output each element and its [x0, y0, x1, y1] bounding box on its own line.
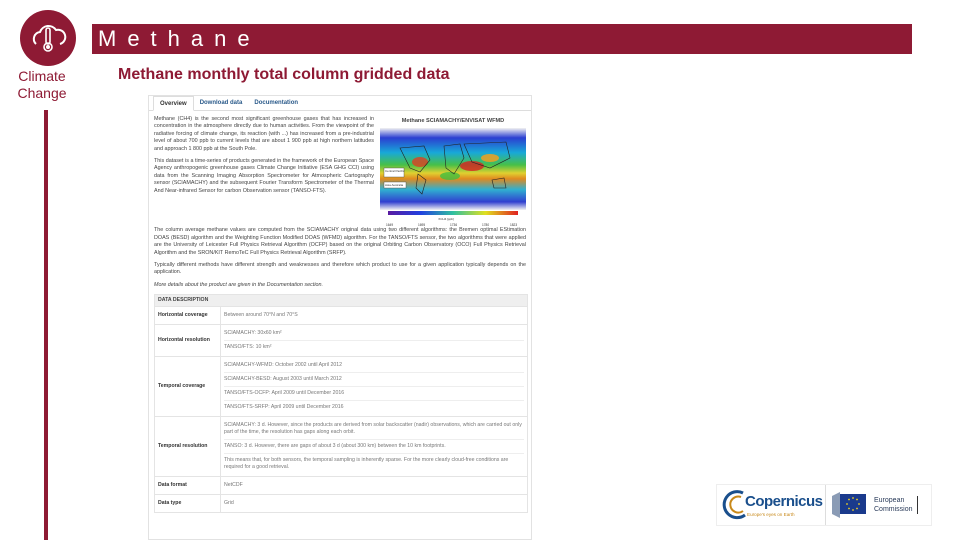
row-value: TANSO/FTS-OCFP: April 2009 until December 2016 [224, 387, 524, 401]
row-label: Data type [155, 495, 221, 513]
climate-change-logo [20, 10, 76, 66]
row-value: Grid [224, 500, 234, 507]
table-header: DATA DESCRIPTION [155, 295, 528, 307]
figure-legend-2: Asia Australia [385, 183, 404, 188]
slide-subtitle: Methane monthly total column gridded data [118, 66, 450, 83]
row-value: TANSO/FTS: 10 km² [224, 344, 272, 351]
row-label: Temporal resolution [155, 417, 221, 477]
row-value: TANSO/FTS-SRFP: April 2009 until December 2016 [224, 404, 344, 411]
row-value: SCIAMACHY-BESD: August 2003 until March 2012 [224, 373, 524, 387]
row-value: SCIAMACHY: 3 d. However, since the products are derived from solar backscatter (nadir) observations, which are carried out only part of the time, the resolution has gaps along each orbit. [224, 419, 524, 440]
table-row [155, 417, 528, 477]
dataset-webpage-screenshot [148, 95, 532, 540]
intro-paragraph-1: Methane (CH4) is the second most significant greenhouse gases that has increased in concentration in the atmosphere directly due to human activities. From the viewpoint of the radiative forcing of climate change, its reaction (with ...) has increased from a pre-industrial level of about 700 ppb to current levels that are about 1 900 ppb at high northern latitudes and approach 1 800 ppb at the South Pole. [154, 116, 374, 152]
left-accent-bar [44, 110, 48, 540]
eu-flag-icon [832, 492, 868, 518]
row-value: Between around 70°N and 70°S [224, 312, 298, 319]
table-row [155, 357, 528, 417]
tab-documentation[interactable]: Documentation [254, 100, 299, 106]
figure-title: Methane SCIAMACHY/ENVISAT WFMD [401, 118, 505, 124]
documentation-link-paragraph[interactable]: More details about the product are given in the Documentation section. [154, 281, 324, 288]
table-row [155, 307, 528, 325]
colorbar-tick: 1695 [418, 223, 426, 228]
table-row [155, 325, 528, 357]
copernicus-tagline: Europe's eyes on Earth [747, 512, 795, 517]
copernicus-wordmark: Copernicus [745, 493, 823, 510]
figure-units: XCH4 [ppb] [438, 217, 454, 222]
row-label: Horizontal coverage [155, 307, 221, 325]
figure-colorbar [380, 211, 526, 227]
colorbar-tick: 1780 [482, 223, 490, 228]
world-methane-map [380, 128, 526, 210]
data-description-table [154, 294, 528, 513]
brand-label-line1: Climate [18, 68, 66, 84]
methane-map-figure [380, 116, 526, 227]
row-value: TANSO: 3 d. However, there are gaps of about 3 d (about 300 km) between the 10 km footprints. [224, 440, 524, 454]
methods-paragraph: Typically different methods have different strength and weaknesses and therefore which product to use for a given application typically depends on the application. [154, 262, 526, 276]
row-value: This means that, for both sensors, the temporal sampling is inherently sparse. For the more clearly cloud-free conditions are required for a good retrieval. [224, 457, 509, 471]
table-row [155, 495, 528, 513]
row-label: Temporal coverage [155, 357, 221, 417]
row-label: Data format [155, 477, 221, 495]
tab-download-data[interactable]: Download data [199, 100, 243, 106]
row-value: SCIAMACHY-WFMD: October 2002 until April 2012 [224, 359, 524, 373]
colorbar-tick: 1823 [510, 223, 518, 228]
european-commission-logo [825, 485, 918, 525]
ec-label-line2: Commission [874, 506, 913, 513]
thermometer-cloud-icon [28, 18, 68, 58]
row-label: Horizontal resolution [155, 325, 221, 357]
table-row [155, 477, 528, 495]
tab-overview[interactable]: Overview [153, 96, 194, 111]
row-value: SCIAMACHY: 30x60 km² [224, 327, 524, 341]
ec-label-line1: European [874, 497, 905, 504]
algorithms-paragraph: The column average methane values are computed from the SCIAMACHY original data using two different algorithms: the Bremen optimal EStimation DOAS (BESD) algorithm and the Weighting Function Modified DOAS (WFMD) algorithm. For the TANSO/FTS sensor, the two algorithms that were applied are the University of Leicester Full Physics Retrieval Algorithm (OCFP) based on the original Orbiting Carbon Observatory (OCO) Full Physics Retrieval Algorithm and the SRON/KIT RemoTeC Full Physics Retrieval Algorithm (SRFP). [154, 227, 526, 256]
brand-label-line2: Change [17, 85, 67, 101]
page-title: Methane [92, 24, 912, 54]
colorbar-tick: 1649 [386, 223, 394, 228]
row-value: NetCDF [224, 482, 243, 489]
brand-label [12, 68, 72, 102]
figure-legend-1: Central Pacific [385, 169, 405, 174]
footer-logos [716, 484, 932, 526]
copernicus-logo [717, 485, 825, 525]
colorbar-tick: 1736 [450, 223, 458, 228]
intro-paragraph-2: This dataset is a time-series of products generated in the framework of the European Space Agency anthropogenic greenhouse gases Climate Change Initiative (ESA GHG CCI) using data from the Scanning Imaging Absorption Spectrometer for Atmospheric Cartography sensor (SCIAMACHY) and the subsequent Fourier Transform Spectrometer of the Thermal And Near-infrared Sensor for carbon Observation sensor (TANSO-FTS). [154, 158, 374, 194]
webpage-tabs [149, 96, 531, 111]
